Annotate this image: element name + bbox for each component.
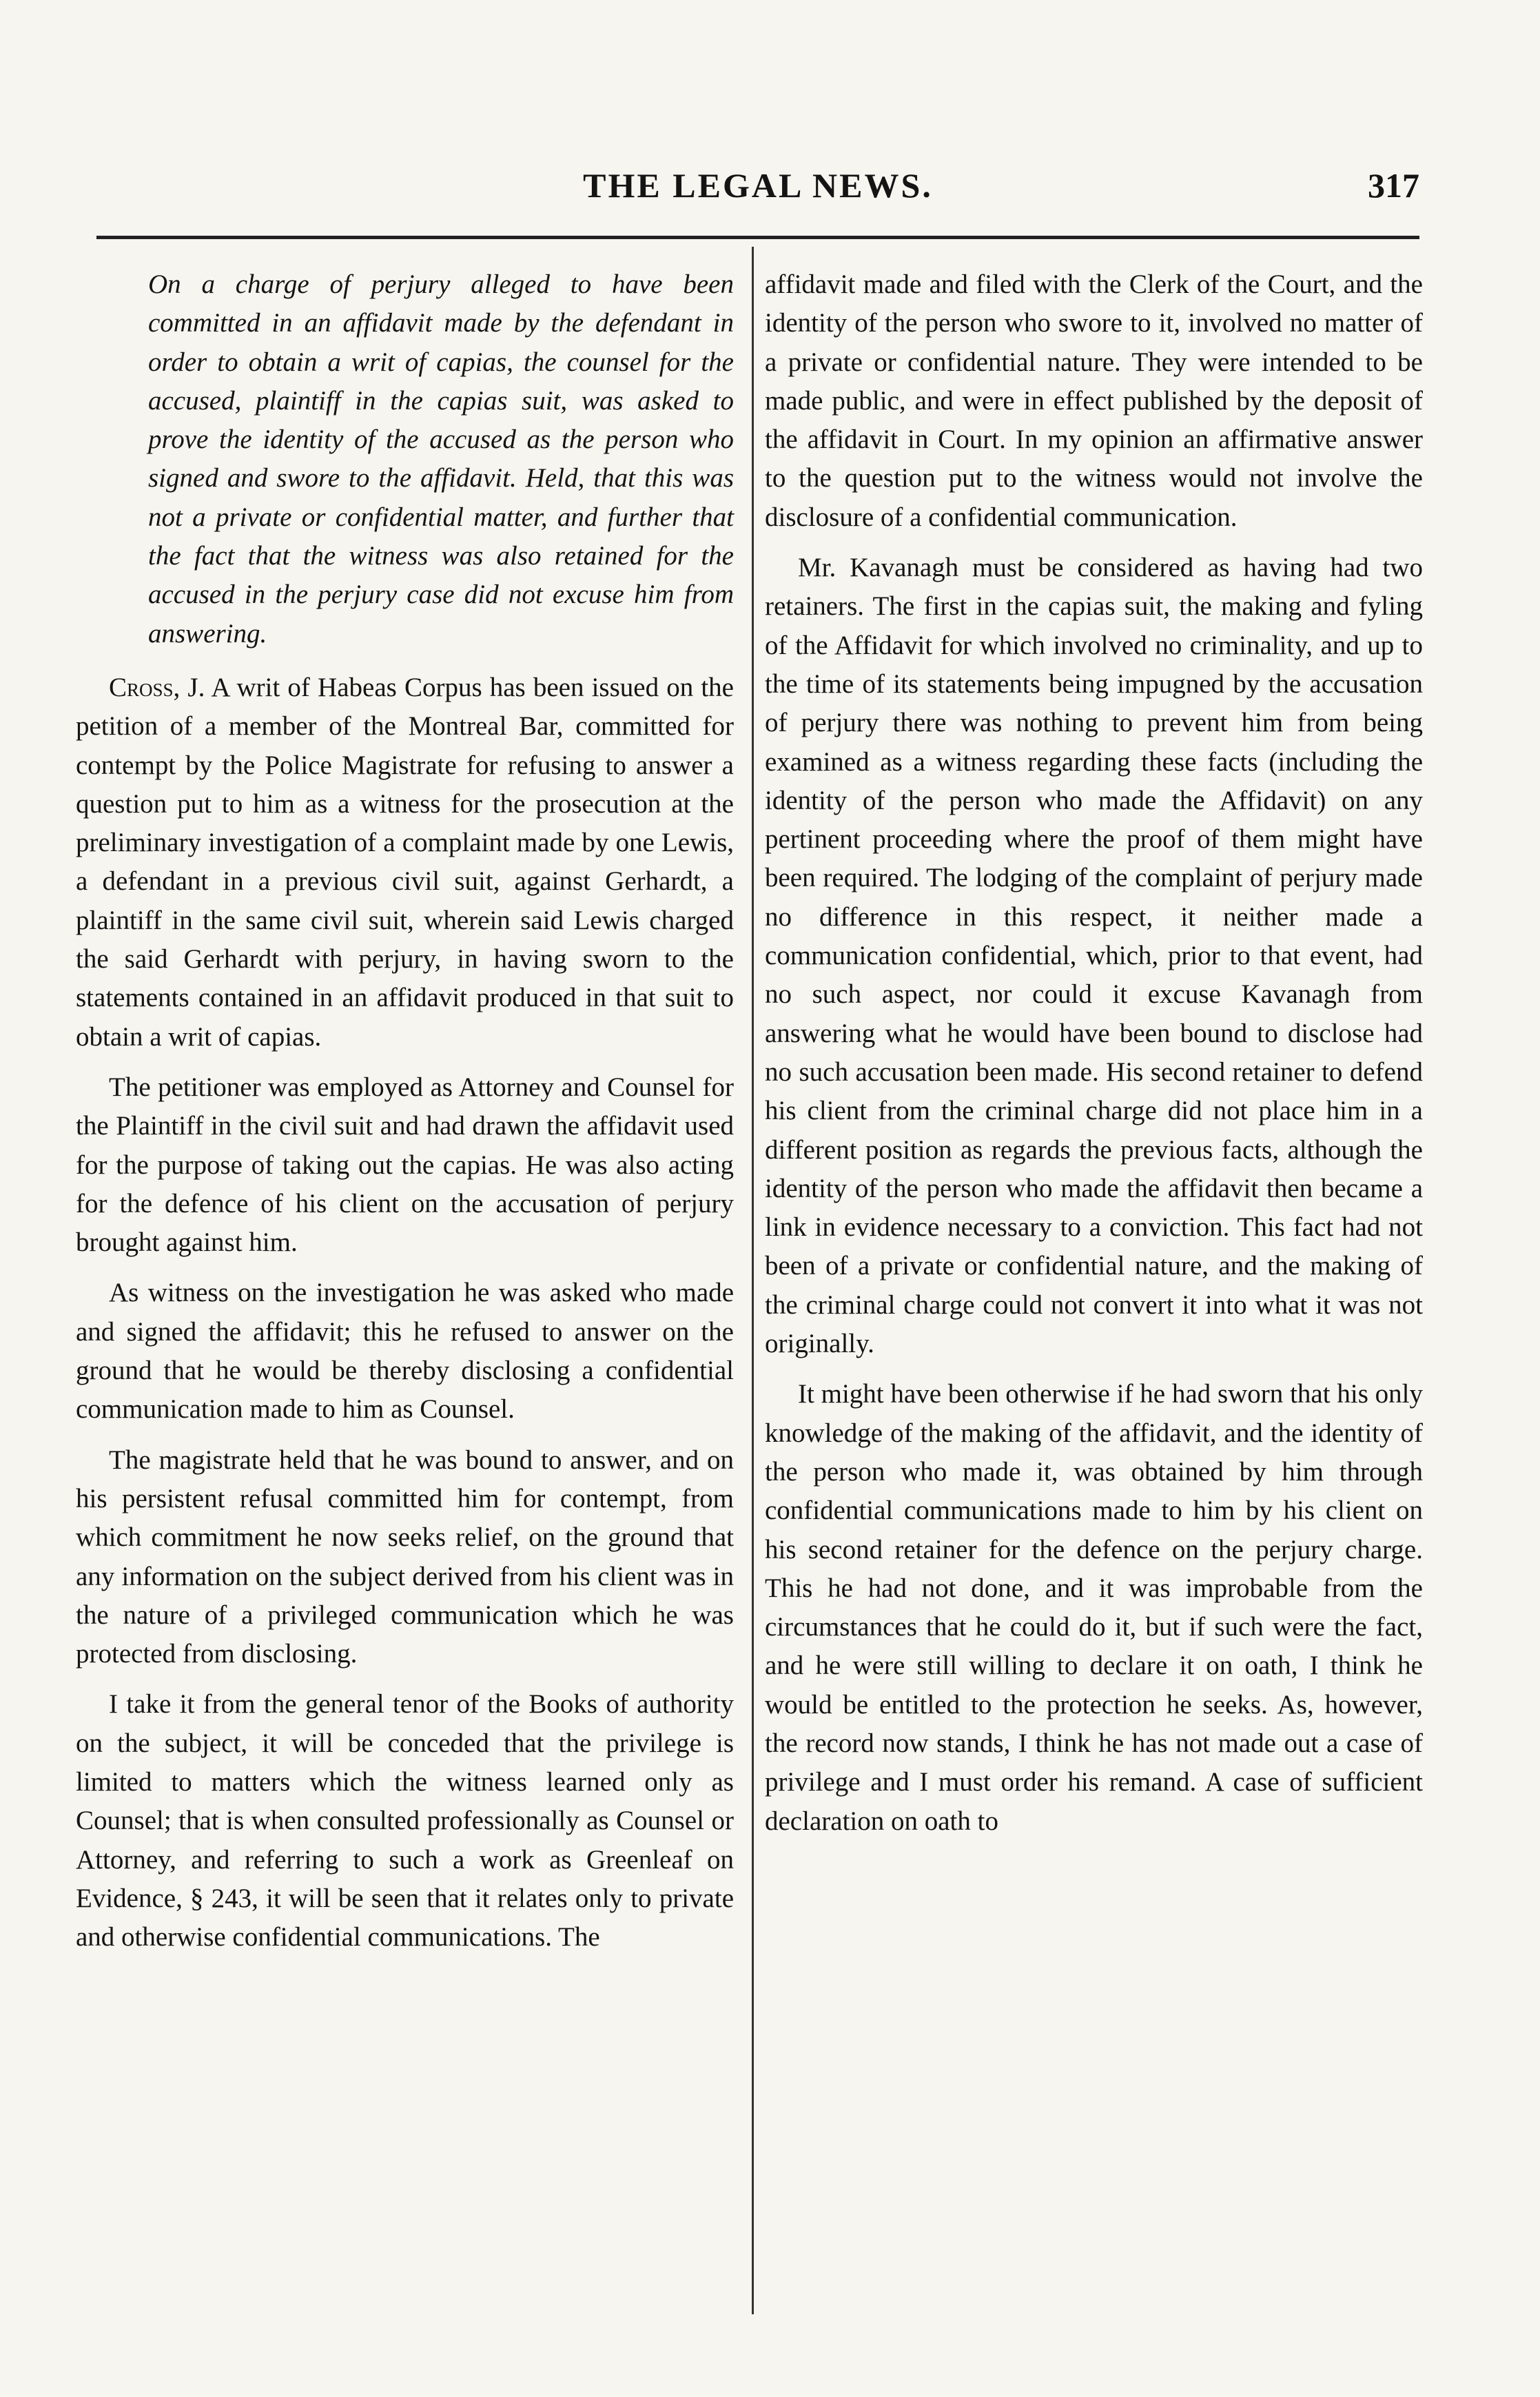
paragraph: The magistrate held that he was bound to answer, and on his persistent refusal committed him for contempt, from which commitment he now seeks relief, on the ground that any information on the subject derived from his client was in the nature of a privileged communication which he was protected from disclosing. <box>76 1445 734 1669</box>
paragraph: It might have been otherwise if he had sworn that his only knowledge of the making of the affidavit, and the identity of the person who made it, was obtained by him through confidential communications made to him by his client on his second retainer for the defence on the perjury charge. This he had not done, and it was improbable from the circumstances that he could do it, but if such were the fact, and he were still willing to declare it on oath, I think he would be entitled to the protection he seeks. As, however, the record now stands, I think he has not made out a case of privilege and I must order his remand. A case of sufficient declaration on oath to <box>765 1379 1423 1836</box>
paragraph <box>76 669 734 1057</box>
page-header <box>96 165 1419 227</box>
paragraph-text: A writ of Habeas Corpus has been issued on the petition of a member of the Montreal Bar, committed for contempt by the Police Magistrate for refusing to answer a question put to him as a witness for the prosecution at the preliminary investigation of a complaint made by one Lewis, a defendant in a previous civil suit, against Gerhardt, a plaintiff in the same civil suit, wherein said Lewis charged the said Gerhardt with perjury, in having sworn to the statements contained in an affidavit produced in that suit to obtain a writ of capias. <box>76 672 734 1052</box>
headnote <box>76 265 734 653</box>
paragraph: I take it from the general tenor of the Books of authority on the subject, it will be conceded that the privilege is limited to matters which the witness learned only as Counsel; that is when consulted professionally as Counsel or Attorney, and referring to such a work as Greenleaf on Evidence, § 243, it will be seen that it relates only to private and otherwise confidential communications. The <box>76 1689 734 1952</box>
page-number: 317 <box>1368 166 1419 205</box>
running-title: THE LEGAL NEWS. <box>583 166 933 205</box>
paragraph: Mr. Kavanagh must be considered as having had two retainers. The first in the capias suit, the making and fyling of the Affidavit for which involved no criminality, and up to the time of its statements being impugned by the accusation of perjury there was nothing to prevent him from being examined as a witness regarding these facts (including the identity of the person who made the Affidavit) on any pertinent proceeding where the proof of them might have been required. The lodging of the complaint of perjury made no difference in this respect, it neither made a communication confidential, which, prior to that event, had no such aspect, nor could it excuse Kavanagh from answering what he would have been bound to disclose had no such accusation been made. His second retainer to defend his client from the criminal charge did not place him in a different position as regards the previous facts, although the identity of the person who made the affidavit then became a link in evidence necessary to a conviction. This fact had not been of a private or confidential nature, and the making of the criminal charge could not convert it into what it was not originally. <box>765 553 1423 1359</box>
header-rule <box>96 236 1419 239</box>
paragraph: affidavit made and filed with the Clerk of the Court, and the identity of the person who swore to it, involved no matter of a private or confidential nature. They were intended to be made public, and were in effect published by the deposit of the affidavit in Court. In my opinion an affirmative answer to the question put to the witness would not involve the disclosure of a confidential communication. <box>765 269 1423 532</box>
paragraph: As witness on the investigation he was asked who made and signed the affidavit; this he refused to answer on the ground that he would be thereby disclosing a confidential communication made to him as Counsel. <box>76 1278 734 1425</box>
right-column <box>765 265 1423 1853</box>
paragraph: The petitioner was employed as Attorney and Counsel for the Plaintiff in the civil suit and had drawn the affidavit used for the purpose of taking out the capias. He was also acting for the defence of his client on the accusation of perjury brought against him. <box>76 1072 734 1258</box>
left-column <box>76 265 734 1968</box>
headnote-text: On a charge of perjury alleged to have been committed in an affidavit made by the defendant in order to obtain a writ of capias, the counsel for the accused, plaintiff in the capias suit, was asked to prove the identity of the accused as the person who signed and swore to the affidavit. Held, that this was not a private or confidential matter, and further that the fact that the witness was also retained for the accused in the perjury case did not excuse him from answering. <box>148 269 734 649</box>
judge-name: Cross, J. <box>109 672 205 702</box>
column-divider <box>752 247 754 2314</box>
